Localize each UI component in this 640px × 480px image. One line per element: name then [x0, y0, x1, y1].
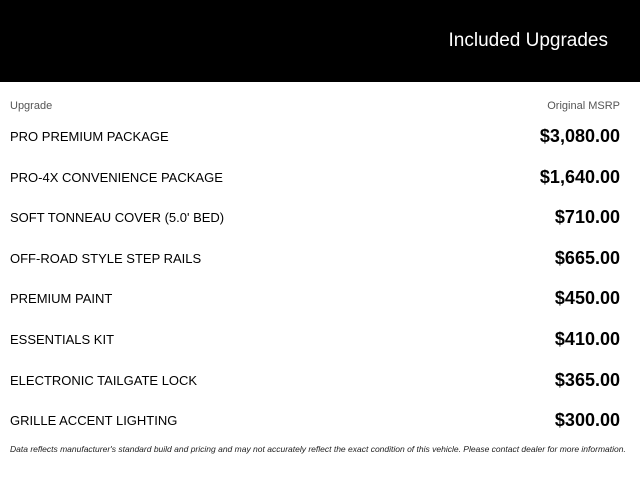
upgrade-row	[0, 238, 640, 279]
upgrade-price: $1,640.00	[539, 166, 620, 187]
upgrade-row	[0, 360, 640, 401]
upgrade-name: OFF-ROAD STYLE STEP RAILS	[10, 250, 202, 266]
upgrade-row	[0, 319, 640, 360]
upgrade-row	[0, 157, 640, 198]
upgrade-price: $365.00	[554, 369, 620, 390]
upgrade-name: PRO PREMIUM PACKAGE	[10, 129, 169, 144]
header-bar	[0, 0, 640, 82]
upgrade-price: $300.00	[554, 410, 620, 431]
upgrade-name: ELECTRONIC TAILGATE LOCK	[10, 372, 198, 388]
column-header-upgrade: Upgrade	[10, 100, 53, 112]
upgrade-name: PREMIUM PAINT	[10, 291, 113, 307]
upgrade-price: $665.00	[554, 247, 620, 268]
upgrade-name: ESSENTIALS KIT	[10, 331, 115, 347]
upgrade-name: PRO-4X CONVENIENCE PACKAGE	[10, 169, 223, 185]
upgrade-row	[0, 197, 640, 238]
upgrade-price: $3,080.00	[539, 126, 620, 146]
disclaimer-text: Data reflects manufacturer's standard build and pricing and may not accurately reflect the exact condition of this vehicle. Please contact dealer for more information.	[10, 444, 626, 454]
upgrade-row	[0, 116, 640, 157]
upgrade-row	[0, 278, 640, 319]
upgrade-row	[0, 400, 640, 441]
page-title: Included Upgrades	[448, 30, 608, 51]
upgrade-price: $450.00	[554, 288, 620, 309]
upgrade-name: GRILLE ACCENT LIGHTING	[10, 413, 178, 429]
upgrades-list	[0, 116, 640, 441]
upgrade-name: SOFT TONNEAU COVER (5.0' BED)	[10, 210, 225, 226]
upgrade-price: $410.00	[554, 328, 620, 349]
upgrade-price: $710.00	[554, 207, 620, 228]
column-header-msrp: Original MSRP	[547, 100, 620, 112]
